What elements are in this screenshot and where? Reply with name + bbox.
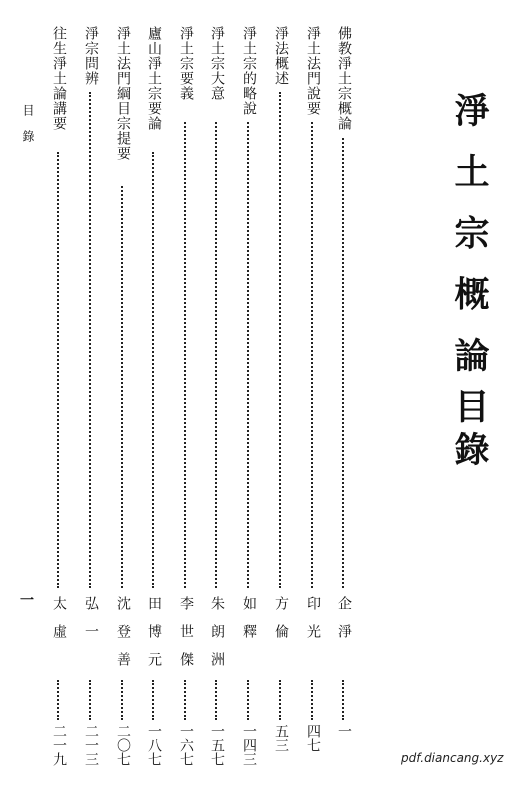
toc-entry-title: 淨土法門說要: [305, 26, 321, 116]
dot-leader: [152, 152, 158, 588]
toc-entry-page: 二一九: [51, 724, 67, 766]
toc-entry-page: 二一三: [83, 724, 99, 766]
toc-entry-author: 朱朗洲: [209, 596, 225, 680]
dot-leader: [57, 680, 59, 720]
toc-entry-page: 一六七: [178, 724, 194, 766]
toc-entry-page: 一五七: [209, 724, 225, 766]
toc-entry-author: 弘一: [83, 596, 99, 652]
toc-entry-title: 淨土宗大意: [209, 26, 225, 101]
toc-entry[interactable]: [239, 26, 259, 778]
dot-leader: [215, 122, 221, 588]
toc-entry-author: 如釋: [241, 596, 257, 652]
dot-leader: [279, 680, 281, 720]
toc-entry-title: 淨法概述: [273, 26, 289, 86]
toc-entry-author: 田博元: [146, 596, 162, 680]
toc-entry-title: 淨土法門綱目宗提要: [115, 26, 131, 161]
page-number: 一: [20, 593, 34, 609]
toc-entry-title: 往生淨土論講要: [51, 26, 67, 131]
toc-entry-page: 二〇七: [115, 724, 131, 766]
dot-leader: [279, 92, 285, 588]
toc-entry-page: 一: [336, 724, 352, 738]
dot-leader: [121, 186, 127, 588]
toc-entry-author: 李世傑: [178, 596, 194, 680]
book-title: 淨土宗概論: [449, 92, 490, 382]
dot-leader: [89, 680, 91, 720]
dot-leader: [247, 680, 249, 720]
toc-entry-title: 淨土宗的略說: [241, 26, 257, 116]
toc-entry[interactable]: [207, 26, 227, 778]
dot-leader: [215, 680, 217, 720]
toc-entry-page: 四七: [305, 724, 321, 752]
toc-entry[interactable]: [303, 26, 323, 778]
dot-leader: [342, 138, 348, 588]
dot-leader: [121, 680, 123, 720]
toc-entry-author: 印光: [305, 596, 321, 652]
toc-entry-author: 方倫: [273, 596, 289, 652]
dot-leader: [311, 680, 313, 720]
dot-leader: [247, 122, 253, 588]
toc-entry-author: 企淨: [336, 596, 352, 652]
toc-entry-title: 廬山淨土宗要論: [146, 26, 162, 131]
toc-entry[interactable]: [144, 26, 164, 778]
dot-leader: [184, 680, 186, 720]
toc-entry-page: 一八七: [146, 724, 162, 766]
dot-leader: [342, 680, 344, 720]
toc-entry-author: 沈登善: [115, 596, 131, 680]
contents-heading: 目錄: [449, 388, 490, 474]
toc-entry[interactable]: [49, 26, 69, 778]
toc-entry[interactable]: [271, 26, 291, 778]
dot-leader: [152, 680, 154, 720]
toc-entry[interactable]: [81, 26, 101, 778]
dot-leader: [311, 122, 317, 588]
source-watermark: pdf.diancang.xyz: [401, 751, 504, 765]
dot-leader: [89, 92, 95, 588]
dot-leader: [57, 152, 63, 588]
dot-leader: [184, 122, 190, 588]
toc-entry-title: 淨宗問辨: [83, 26, 99, 86]
toc-entry[interactable]: [113, 26, 133, 778]
toc-entry[interactable]: [176, 26, 196, 778]
toc-entry-title: 佛教淨土宗概論: [336, 26, 352, 131]
toc-entry-page: 一四三: [241, 724, 257, 766]
toc-entry[interactable]: [334, 26, 354, 778]
toc-entry-title: 淨土宗要義: [178, 26, 194, 101]
toc-entry-page: 五三: [273, 724, 289, 752]
toc-entry-author: 太虛: [51, 596, 67, 652]
margin-section-label: 目錄: [21, 104, 35, 156]
